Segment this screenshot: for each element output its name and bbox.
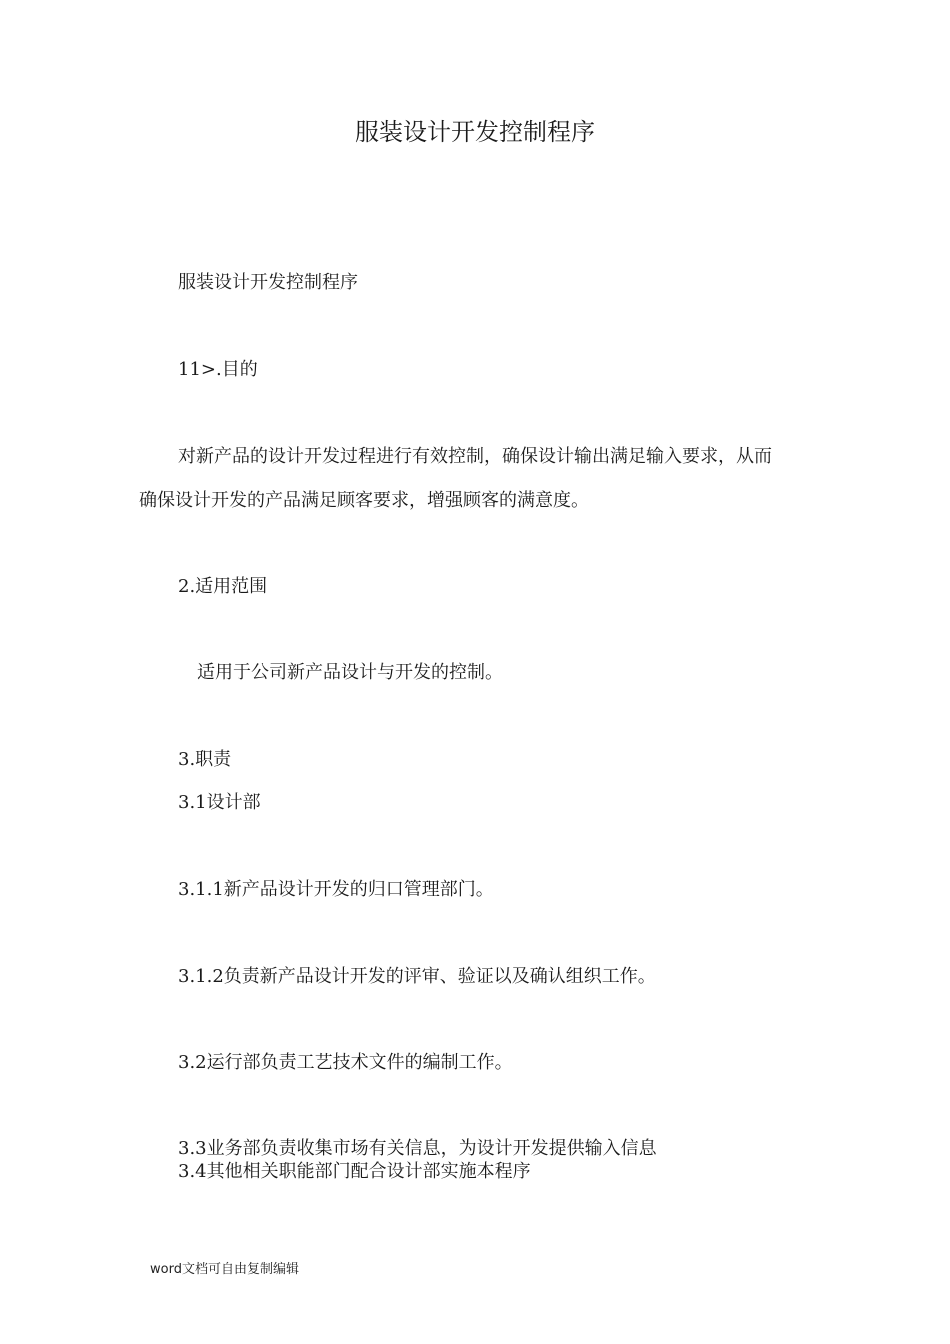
document-title: 服装设计开发控制程序: [355, 118, 595, 146]
section-heading-responsibilities: 3.职责: [178, 749, 232, 770]
item-3-2: 3.2运行部负责工艺技术文件的编制工作。: [178, 1052, 513, 1073]
section-heading-scope: 2.适用范围: [178, 576, 268, 597]
section-heading-purpose: 11>.目的: [178, 359, 258, 380]
paragraph-purpose-line-1: 对新产品的设计开发过程进行有效控制，确保设计输出满足输入要求，从而: [178, 446, 772, 467]
footer-note: word文档可自由复制编辑: [150, 1262, 299, 1277]
item-3-1-1: 3.1.1新产品设计开发的归口管理部门。: [178, 879, 494, 900]
item-3-1-2: 3.1.2负责新产品设计开发的评审、验证以及确认组织工作。: [178, 966, 656, 987]
paragraph-scope: 适用于公司新产品设计与开发的控制。: [197, 662, 503, 683]
item-3-4: 3.4其他相关职能部门配合设计部实施本程序: [178, 1161, 531, 1182]
item-3-1: 3.1设计部: [178, 792, 261, 813]
paragraph-purpose-line-2: 确保设计开发的产品满足顾客要求，增强顾客的满意度。: [139, 490, 589, 511]
item-3-3: 3.3业务部负责收集市场有关信息，为设计开发提供输入信息: [178, 1138, 657, 1159]
document-subtitle: 服装设计开发控制程序: [178, 272, 358, 293]
